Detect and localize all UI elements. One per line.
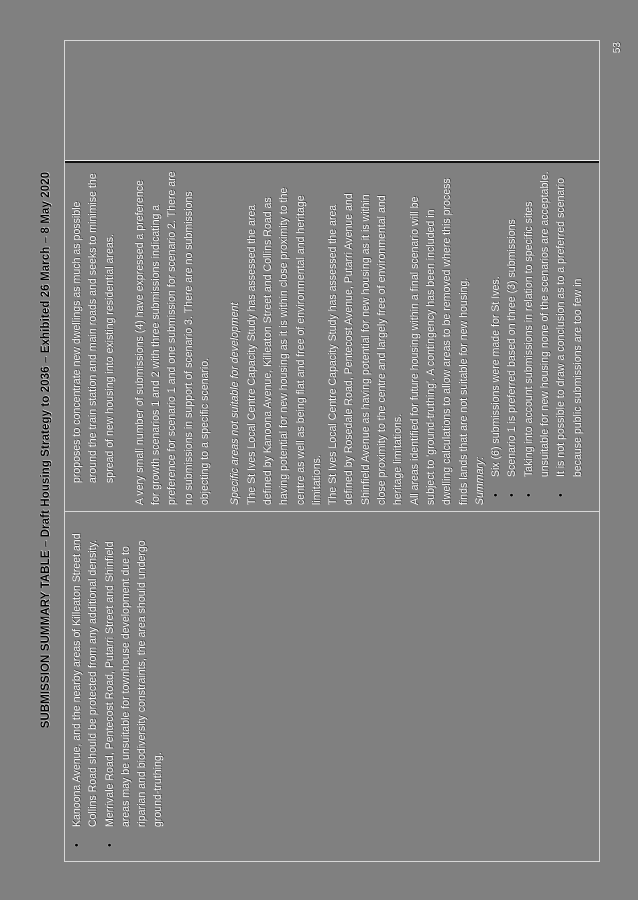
recommendation-text [65, 41, 73, 161]
list-item: • Taking into account submissions in relation to specific sites unsuitable for new housing none of the scenarios are acceptable. [521, 169, 554, 505]
response-paragraph: The St Ives Local Centre Capacity Study has assessed the area defined by Kanoona Avenue, Killeaton Street and Collins Road as having potential for new housing as it is within close proximity to the centre as well as being flat and free of environmental and heritage limitations. [245, 187, 323, 505]
response-paragraph: All areas identified for future housing within a final scenario will be subject to 'ground-truthing'. A contingency has been included in dwelling calculations to allow areas to be removed where this process finds lands that are not suitable for new housing. [408, 178, 470, 505]
response-paragraph: A very small number of submissions (4) have expressed a preference for growth scenarios 1 and 2 with three submissions indicating a preference for scenario 1 and one submission for scenario 2. There are no submissions in support of scenario 3. There are no submissions objecting to a specific scenario. [133, 171, 212, 505]
page-title: SUBMISSION SUMMARY TABLE – Draft Housing Strategy to 2036 – Exhibited 26 March – 8 May 2020 [40, 171, 52, 729]
table-column-submissions [65, 511, 599, 861]
table-column-response [65, 161, 599, 511]
response-intro: proposes to concentrate new dwellings as much as possible around the train station and main roads and seeks to minimise the spread of new housing into existing residential areas. [71, 173, 116, 483]
table-column-recommendation [65, 41, 599, 161]
summary-label: Summary: [473, 456, 486, 505]
list-item: • Kanoona Avenue, and the nearby areas of Killeaton Street and Collins Road should be protected from any additional density. [69, 518, 102, 855]
page-number: 53 [612, 41, 624, 54]
submission-summary-table [64, 40, 600, 862]
response-paragraph: The St Ives Local Centre Capacity Study has assessed the area defined by Rosedale Road, Pentecost Avenue, Putarri Avenue and Shinfield Avenue as having potential for new housing as it is within close proximity to the centre and largely free of environmental and heritage limitations. [327, 193, 405, 505]
list-item: • It is not possible to draw a conclusion as to a preferred scenario because public submissions are too few in [553, 169, 586, 505]
section-heading: Specific areas not suitable for development [229, 302, 242, 505]
list-item: • Scenario 1 is preferred based on three (3) submissions [504, 169, 520, 505]
list-item: • Six (6) submissions were made for St Ives. [488, 169, 504, 505]
list-item: • Merrivale Road, Pentecost Road, Putarri Street and Shinfield areas may be unsuitable for townhouse development due to riparian and biodiversity constraints, the area should undergo ground-truthing. [102, 518, 167, 855]
